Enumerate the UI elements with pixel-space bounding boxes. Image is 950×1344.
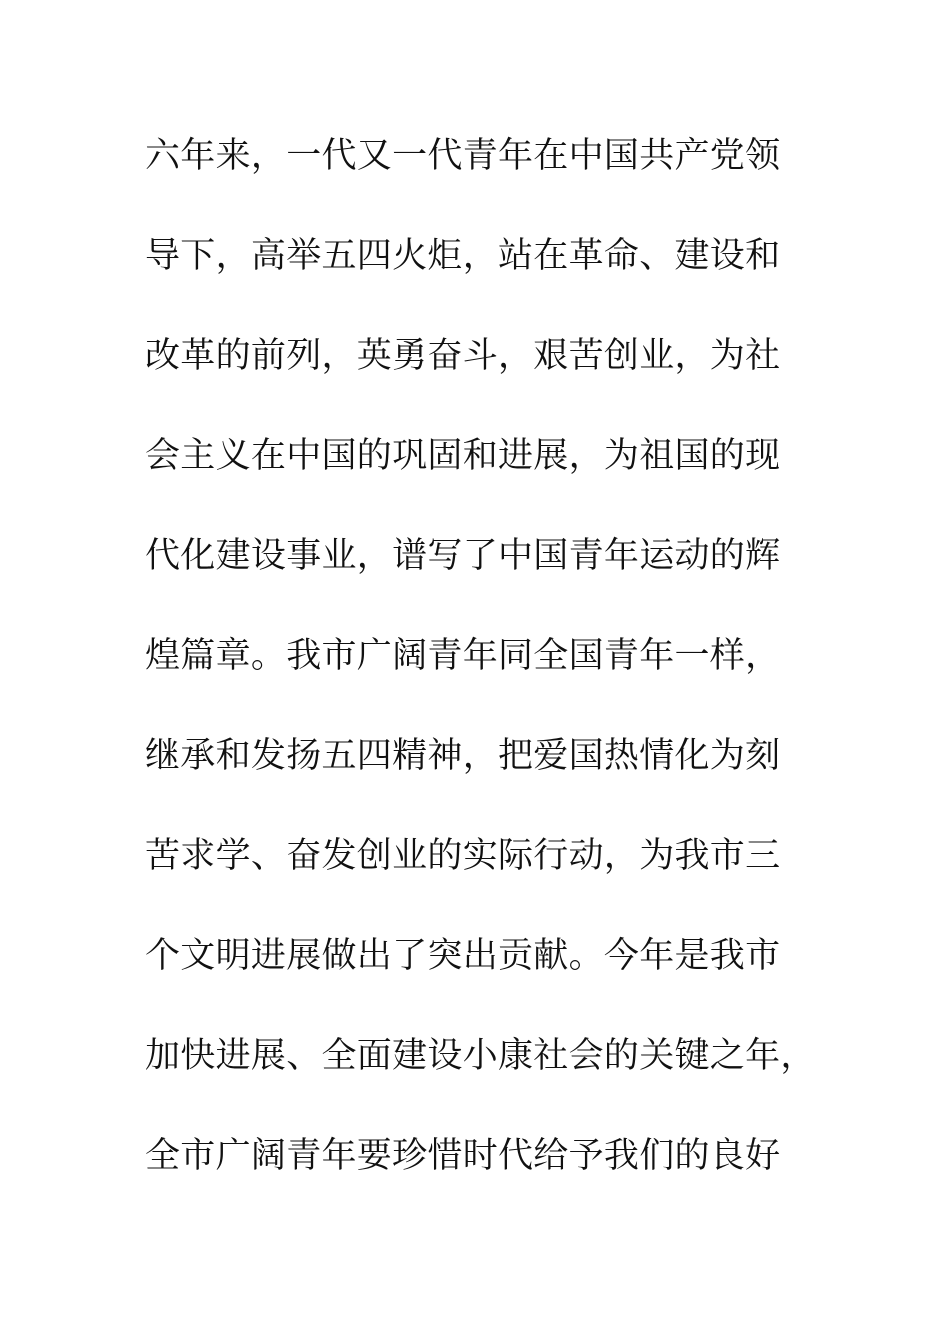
- text-line: 会主义在中国的巩固和进展，为祖国的现: [145, 436, 781, 476]
- text-line: 个文明进展做出了突出贡献。今年是我市: [145, 936, 781, 976]
- text-line: 全市广阔青年要珍惜时代给予我们的良好: [145, 1136, 781, 1176]
- text-line: 改革的前列，英勇奋斗，艰苦创业，为社: [145, 336, 781, 376]
- text-line: 六年来，一代又一代青年在中国共产党领: [145, 136, 781, 176]
- text-line: 煌篇章。我市广阔青年同全国青年一样，: [145, 636, 781, 676]
- text-line: 导下，高举五四火炬，站在革命、建设和: [145, 236, 781, 276]
- body-text: [145, 128, 825, 1228]
- text-line: 继承和发扬五四精神，把爱国热情化为刻: [145, 736, 781, 776]
- text-line: 代化建设事业，谱写了中国青年运动的辉: [145, 536, 781, 576]
- text-line: 苦求学、奋发创业的实际行动，为我市三: [145, 836, 781, 876]
- text-line: 加快进展、全面建设小康社会的关键之年，: [145, 1036, 816, 1076]
